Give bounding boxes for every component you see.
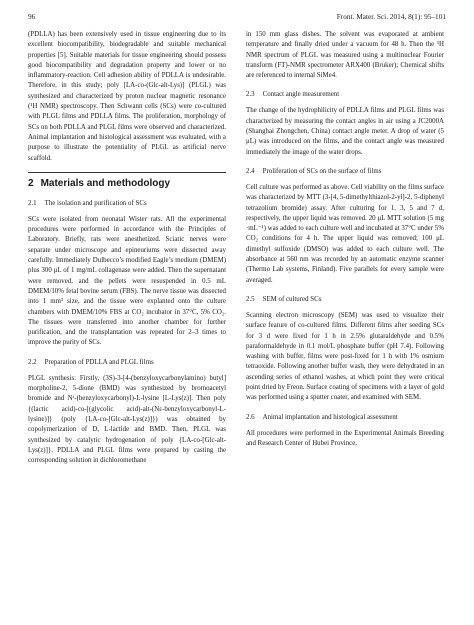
subsection-number: 2.3 xyxy=(246,91,255,99)
journal-citation: Front. Mater. Sci. 2014, 8(1): 95–101 xyxy=(336,12,446,21)
implantation-paragraph: All procedures were performed in the Experimental Animals Breeding and Research Center of Hubei Province, xyxy=(246,429,444,447)
preparation-paragraph: PLGL synthesis: Firstly, (3S)-3-[4-(benzyloxycarbonylamino) butyl] morpholine-2, 5-dione (BMD) was synthesized by bromoacetyl bromide and Nᵋ-(benzyloxycarbonyl)-L-lysine [L-Lys(z)]. Then poly {(lactic acid)-co-[(glycolic acid)-alt-(Nε-benzyloxycarbonyl-L-lysine)]} (poly {LA-co-[Glc-alt-Lys(z)]}) was obtained by copolymerization of D, L-lactide and BMD. Then, PLGL was synthesized by catalytic hydrogenation of poly {LA-co-[Glc-alt-Lys(z)]}. PDLLA and PLGL films were prepared by casting the corresponding solution in dichloromethane xyxy=(28,374,226,465)
subsection-title: Preparation of PDLLA and PLGL films xyxy=(44,358,154,366)
intro-paragraph: (PDLLA) has been extensively used in tissue engineering due to its excellent biocompatibility, biodegradable and suitable mechanical properties [5]. Suitable materials for tissue engineering should possess good biocompatibility and degradation property and lower or no inflammatory-reaction. Cell adhesion ability of PDLLA is undesirable. Therefore, in this study; poly [LA-co-(Glc-alt-Lys)] (PLGL) was synthesized and characterized by proton nuclear magnetic resonance (¹H NMR) spectroscopy. Then Schwann cells (SCs) were co-cultured with PLGL films and PDLLA films. The proliferation, morphology of SCs on both PDLLA and PLGL films were observed and characterized. Animal implantation and histological assessment was evaluated, with a purpose to illustrate the potentiality of PLGL as artificial nerve scaffold. xyxy=(28,31,226,162)
isolation-paragraph: SCs were isolated from neonatal Wister rats. All the experimental procedures were performed in accordance with the Principles of Laboratory. Briefly, rats were anesthetized. Sciatic nerves were separate under microscope and epineuriums were dissected away carefully. Immediately Dulbecco’s modified Eagle’s medium (DMEM) plus 300 μL of 1 mg/mL collagenase were added. Then the supernatant were removed, and the pellets were resuspended in 0.5 mL DMEM/10% fetal bovine serum (FBS). The nerve tissue was dissected into 1 mm³ size, and the tissue were explanted onto the culture chambers with DMEM/10% FBS at CO₂ incubator in 37°C, 5% CO₂. The tissues were transferred into another chamber for further purification, and the transplantation was repeated for 2–3 times to improve the purity of SCs. xyxy=(28,215,226,347)
subsection-title: SEM of cultured SCs xyxy=(262,295,322,303)
subsection-number: 2.1 xyxy=(28,199,37,207)
section-number: 2 xyxy=(28,177,34,189)
section-divider xyxy=(28,172,226,173)
subsection-heading-2-3 xyxy=(246,90,444,99)
contact-angle-paragraph: The change of the hydrophilicity of PDLLA films and PLGL films was characterized by measuring the contact angles in air using a JC2000A (Shanghai Zhongchen, China) contact angle meter. A drop of water (5 μL) was introduced on the films, and the contact angle was measured immediately the image of the water drops. xyxy=(246,107,444,156)
continued-paragraph: in 150 mm glass dishes. The solvent was evaporated at ambient temperature and finally dried under a vacuum for 48 h. Then the ¹H NMR spectrum of PLGL was measured using a multinuclear Fourier transform (FT)-NMR spectrometer ARX400 (Bruker); Chemical shifts are referenced to internal SiMe4. xyxy=(246,31,444,80)
left-column xyxy=(28,30,226,466)
subsection-heading-2-2 xyxy=(28,358,226,367)
subsection-heading-2-1 xyxy=(28,199,226,208)
running-header xyxy=(28,12,446,26)
page-number: 96 xyxy=(28,12,36,21)
section-title: Materials and methodology xyxy=(40,177,171,189)
subsection-title: Proliferation of SCs on the surface of films xyxy=(262,167,382,175)
sem-paragraph: Scanning electron microscopy (SEM) was used to visualize their surface feature of co-cultured films. Different films after seeding SCs for 3 d were fixed for 1 h in 2.5% glutaraldehyde and 0.5% paraformaldehyde in 0.1 mol/L phosphate buffer (pH 7.4). Following washing with buffer, films were post-fixed for 1 h with 1% osmium tetraoxide. Following another buffer wash, they were dehydrated in an ascending series of ethanol washes, at which point they were critical point dried by Freon. Surface coating of specimens with a layer of gold was performed using a sputter coater, and examined with SEM. xyxy=(246,311,444,402)
section-heading xyxy=(28,177,226,190)
subsection-number: 2.4 xyxy=(246,167,255,175)
subsection-heading-2-6 xyxy=(246,413,444,422)
subsection-heading-2-5 xyxy=(246,295,444,304)
subsection-number: 2.2 xyxy=(28,358,37,366)
subsection-heading-2-4 xyxy=(246,167,444,176)
proliferation-paragraph: Cell culture was performed as above. Cell viability on the films surface was characterized by MTT (3-[4, 5-dimethylthiazol-2-yl]-2, 5-diphenyl tetrazolium bromide) assay. After culturing for 1, 3, 5 and 7 d, respectively, the upper liquid was removed. 20 μL MTT solution (5 mg ·mL⁻¹) was added to each culture well and incubated at 37°C under 5% CO₂ conditions for 4 h. The upper liquid was removed; 100 μL dimethyl sulfoxide (DMSO) was added to each culture well. The absorbance at 560 nm was recorded by an automatic enzyme scanner (Thermo Lab systems, Finland). Five parallels for every sample were averaged. xyxy=(246,183,444,284)
subsection-title: The isolation and purification of SCs xyxy=(44,199,147,207)
subsection-title: Animal implantation and histological assessment xyxy=(262,413,398,421)
subsection-number: 2.6 xyxy=(246,413,255,421)
right-column xyxy=(246,30,444,449)
subsection-title: Contact angle measurement xyxy=(262,91,340,99)
subsection-number: 2.5 xyxy=(246,295,255,303)
